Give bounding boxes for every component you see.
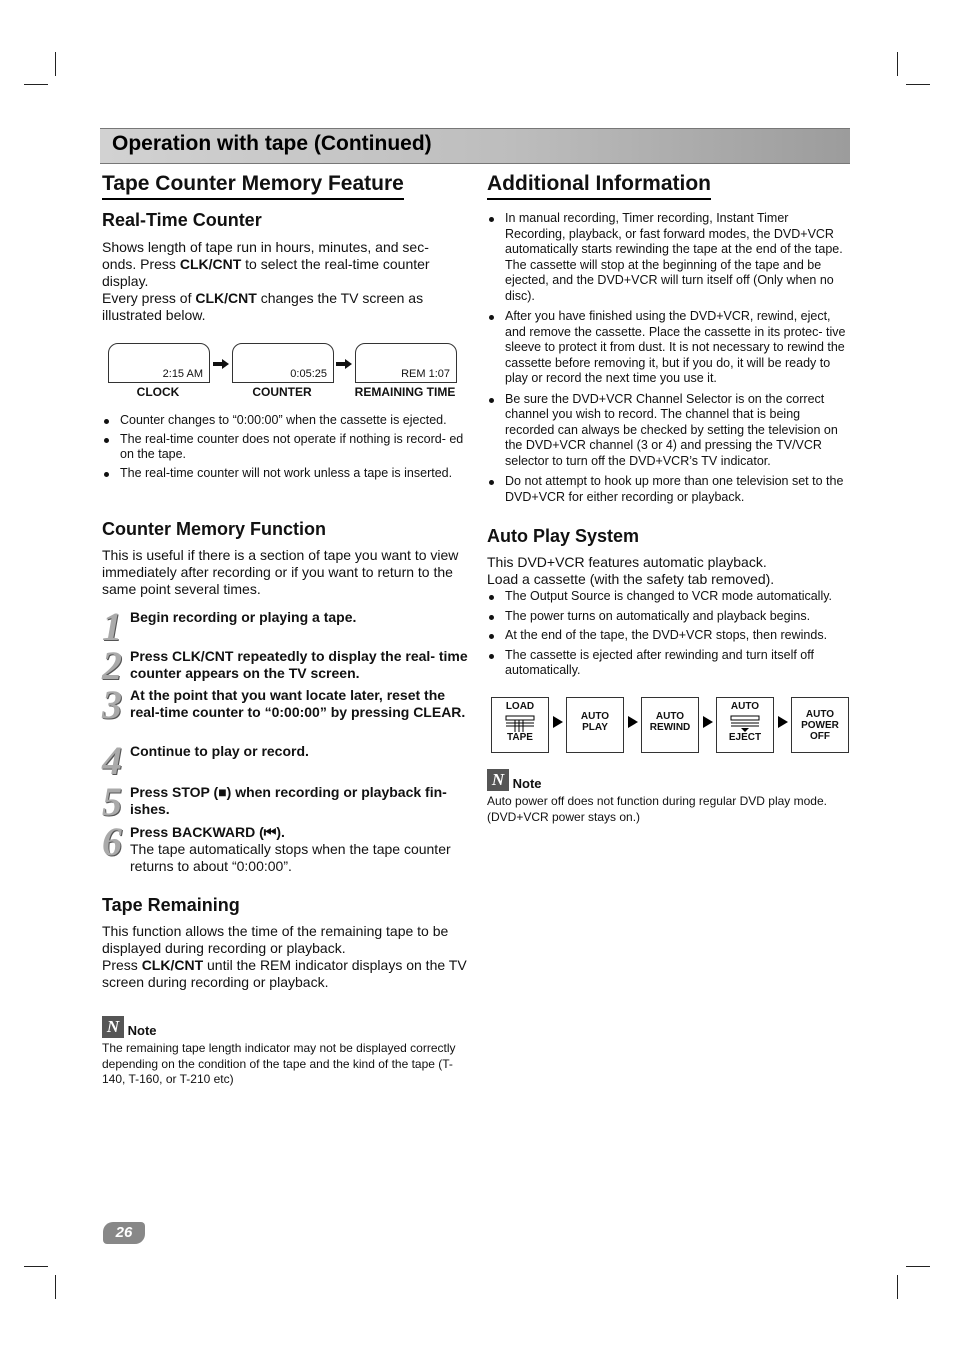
step-detail: The tape automatically stops when the tape counter returns to about “0:00:00”.: [130, 841, 451, 874]
additional-info-list: [487, 211, 850, 508]
note-title: Note: [512, 776, 542, 791]
crop-mark: [24, 1266, 48, 1267]
screen-value: 2:15 AM: [162, 368, 203, 380]
text-span: to select the real-time counter: [241, 256, 430, 272]
note-title: Note: [127, 1023, 157, 1038]
auto-play-list: [487, 589, 852, 682]
list-item: The power turns on automatically and playback begins.: [487, 609, 852, 625]
note-header: [102, 1016, 467, 1038]
text-span: Every press of: [102, 290, 196, 306]
list-item: The Output Source is changed to VCR mode automatically.: [487, 589, 852, 605]
list-item: At the end of the tape, the DVD+VCR stops, then rewinds.: [487, 628, 852, 644]
key-clk-cnt: CLK/CNT: [179, 256, 242, 272]
step-number: 1: [102, 604, 122, 649]
counter-notes-list: [102, 413, 464, 484]
flow-label: TAPE: [507, 732, 533, 743]
right-note: [487, 769, 852, 825]
cassette-icon: [505, 714, 535, 732]
flow-arrow-icon: [778, 716, 788, 728]
list-item: The cassette is ejected after rewinding and turn itself off automatically.: [487, 648, 852, 679]
heading-tape-remaining: Tape Remaining: [102, 895, 240, 915]
text-span: Press: [102, 957, 142, 973]
crop-mark: [24, 84, 48, 85]
flow-label: POWER: [801, 720, 839, 731]
eject-cassette-icon: [730, 714, 760, 732]
crop-mark: [906, 1266, 930, 1267]
list-item: Counter changes to “0:00:00” when the cassette is ejected.: [102, 413, 464, 429]
text-line: [102, 957, 467, 991]
step-text: [130, 824, 470, 875]
heading-auto-play: Auto Play System: [487, 526, 640, 546]
step-number: 3: [102, 682, 122, 727]
step-instruction: Press STOP (■) when recording or playback fin- ishes.: [130, 784, 447, 817]
text-line: Load a cassette (with the safety tab removed).: [487, 571, 775, 587]
flow-label: AUTO: [805, 709, 835, 720]
real-time-paragraph: [102, 239, 472, 324]
counter-memory-paragraph: This is useful if there is a section of tape you want to view immediately after recording or if you want to return to the same point several times.: [102, 547, 459, 597]
text-span: changes the TV screen as: [256, 290, 424, 306]
tv-screen-counter: [232, 343, 334, 383]
note-text: Auto power off does not function during regular DVD play mode. (DVD+VCR power stays on.): [487, 794, 827, 824]
list-item: In manual recording, Timer recording, Instant Timer Recording, playback, or fast forward modes, the DVD+VCR automatically starts rewinding the tape at the end of the tape. The cassette will stop at the beginning of the tape and be ejected, and the DVD+VCR will turn itself off (Only when no disc).: [487, 211, 850, 304]
flow-label: PLAY: [582, 722, 608, 733]
step-instruction: Press CLK/CNT repeatedly to display the real- time counter appears on the TV screen.: [130, 648, 468, 681]
step-text: [130, 743, 470, 760]
right-column: [487, 172, 852, 200]
note-icon: N: [102, 1016, 124, 1038]
heading-real-time-counter: Real-Time Counter: [102, 210, 262, 230]
tv-screen-clock: [108, 343, 210, 383]
crop-mark: [906, 84, 930, 85]
flow-label: AUTO: [730, 701, 760, 712]
left-column: [102, 172, 467, 200]
flow-label: EJECT: [728, 732, 762, 743]
flow-label: OFF: [810, 731, 830, 742]
step-number: 6: [102, 819, 122, 864]
key-clk-cnt: CLK/CNT: [141, 957, 204, 973]
arrow-right-icon: [336, 359, 352, 369]
flow-label: LOAD: [505, 701, 535, 712]
step-text: [130, 784, 470, 818]
text-span: until the REM indicator displays on the TV screen during recording or playback.: [102, 957, 467, 990]
flow-label: AUTO: [580, 711, 610, 722]
screen-value: REM 1:07: [401, 368, 450, 380]
heading-counter-memory: Counter Memory Function: [102, 519, 326, 539]
list-item: After you have finished using the DVD+VCR, rewind, eject, and remove the cassette. Place the cassette in its protec- tive sleeve to protect it from dust. It is not necessary to rewind the cassette before removing it, but if you do, it will be ready to play or record the next time you use it.: [487, 309, 850, 387]
note-text: The remaining tape length indicator may not be displayed correctly depending on the condition of the tape and the kind of the tape (T-140, T-160, or T-210 etc): [102, 1041, 456, 1086]
text-line: illustrated below.: [102, 307, 206, 323]
section-title-additional-info: Additional Information: [487, 172, 711, 200]
text-line: [102, 256, 472, 273]
screen-value: 0:05:25: [290, 368, 327, 380]
step-number: 4: [102, 738, 122, 783]
crop-mark: [55, 1275, 56, 1299]
flow-arrow-icon: [553, 716, 563, 728]
screen-label-clock: CLOCK: [136, 385, 180, 399]
flow-step-auto-eject: [716, 697, 774, 753]
text-span: onds. Press: [102, 256, 180, 272]
flow-label: AUTO: [655, 711, 685, 722]
list-item: The real-time counter does not operate if nothing is record- ed on the tape.: [102, 432, 464, 463]
text-line: This DVD+VCR features automatic playback.: [487, 554, 767, 570]
step-instruction: Begin recording or playing a tape.: [130, 609, 357, 625]
flow-step-auto-power-off: [791, 697, 849, 753]
step-text: [130, 687, 470, 721]
step-instruction: At the point that you want locate later, reset the real-time counter to “0:00:00” by pressing CLEAR.: [130, 687, 466, 720]
text-line: This function allows the time of the remaining tape to be displayed during recording or playback.: [102, 923, 449, 956]
text-line: Shows length of tape run in hours, minutes, and sec-: [102, 239, 429, 255]
tv-screen-remaining: [355, 343, 457, 383]
auto-play-paragraph: [487, 554, 852, 588]
list-item: Do not attempt to hook up more than one television set to the DVD+VCR for either recording or playback.: [487, 474, 850, 505]
text-line: display.: [102, 273, 149, 289]
flow-step-load-tape: [491, 697, 549, 753]
crop-mark: [897, 52, 898, 76]
flow-step-auto-rewind: [641, 697, 699, 753]
step-instruction: Press BACKWARD (⏮).: [130, 824, 285, 840]
flow-arrow-icon: [703, 716, 713, 728]
tape-remaining-paragraph: [102, 923, 467, 991]
screen-label-counter: COUNTER: [252, 385, 312, 399]
flow-step-auto-play: [566, 697, 624, 753]
arrow-right-icon: [213, 359, 229, 369]
note-header: [487, 769, 852, 791]
text-line: [102, 290, 472, 307]
key-clk-cnt: CLK/CNT: [195, 290, 257, 306]
step-number: 2: [102, 643, 122, 688]
note-icon: N: [487, 769, 509, 791]
step-number: 5: [102, 779, 122, 824]
step-text: [130, 648, 470, 682]
screen-label-remaining: REMAINING TIME: [354, 385, 456, 399]
step-text: [130, 609, 470, 626]
list-item: Be sure the DVD+VCR Channel Selector is on the correct channel you wish to record. The channel that is being recorded can always be checked by setting the television on the DVD+VCR channel (3 or 4) and pressing the TV/VCR selector to turn off the DVD+VCR’s TV indicator.: [487, 392, 850, 470]
flow-label: REWIND: [649, 722, 691, 733]
list-item: The real-time counter will not work unless a tape is inserted.: [102, 466, 464, 482]
section-header-bar: [100, 128, 850, 164]
section-title-tape-counter: Tape Counter Memory Feature: [102, 172, 404, 200]
left-note: [102, 1016, 467, 1088]
page-title: Operation with tape (Continued): [112, 132, 432, 155]
page-number: 26: [103, 1222, 145, 1244]
crop-mark: [55, 52, 56, 76]
flow-arrow-icon: [628, 716, 638, 728]
crop-mark: [897, 1275, 898, 1299]
step-instruction: Continue to play or record.: [130, 743, 309, 759]
